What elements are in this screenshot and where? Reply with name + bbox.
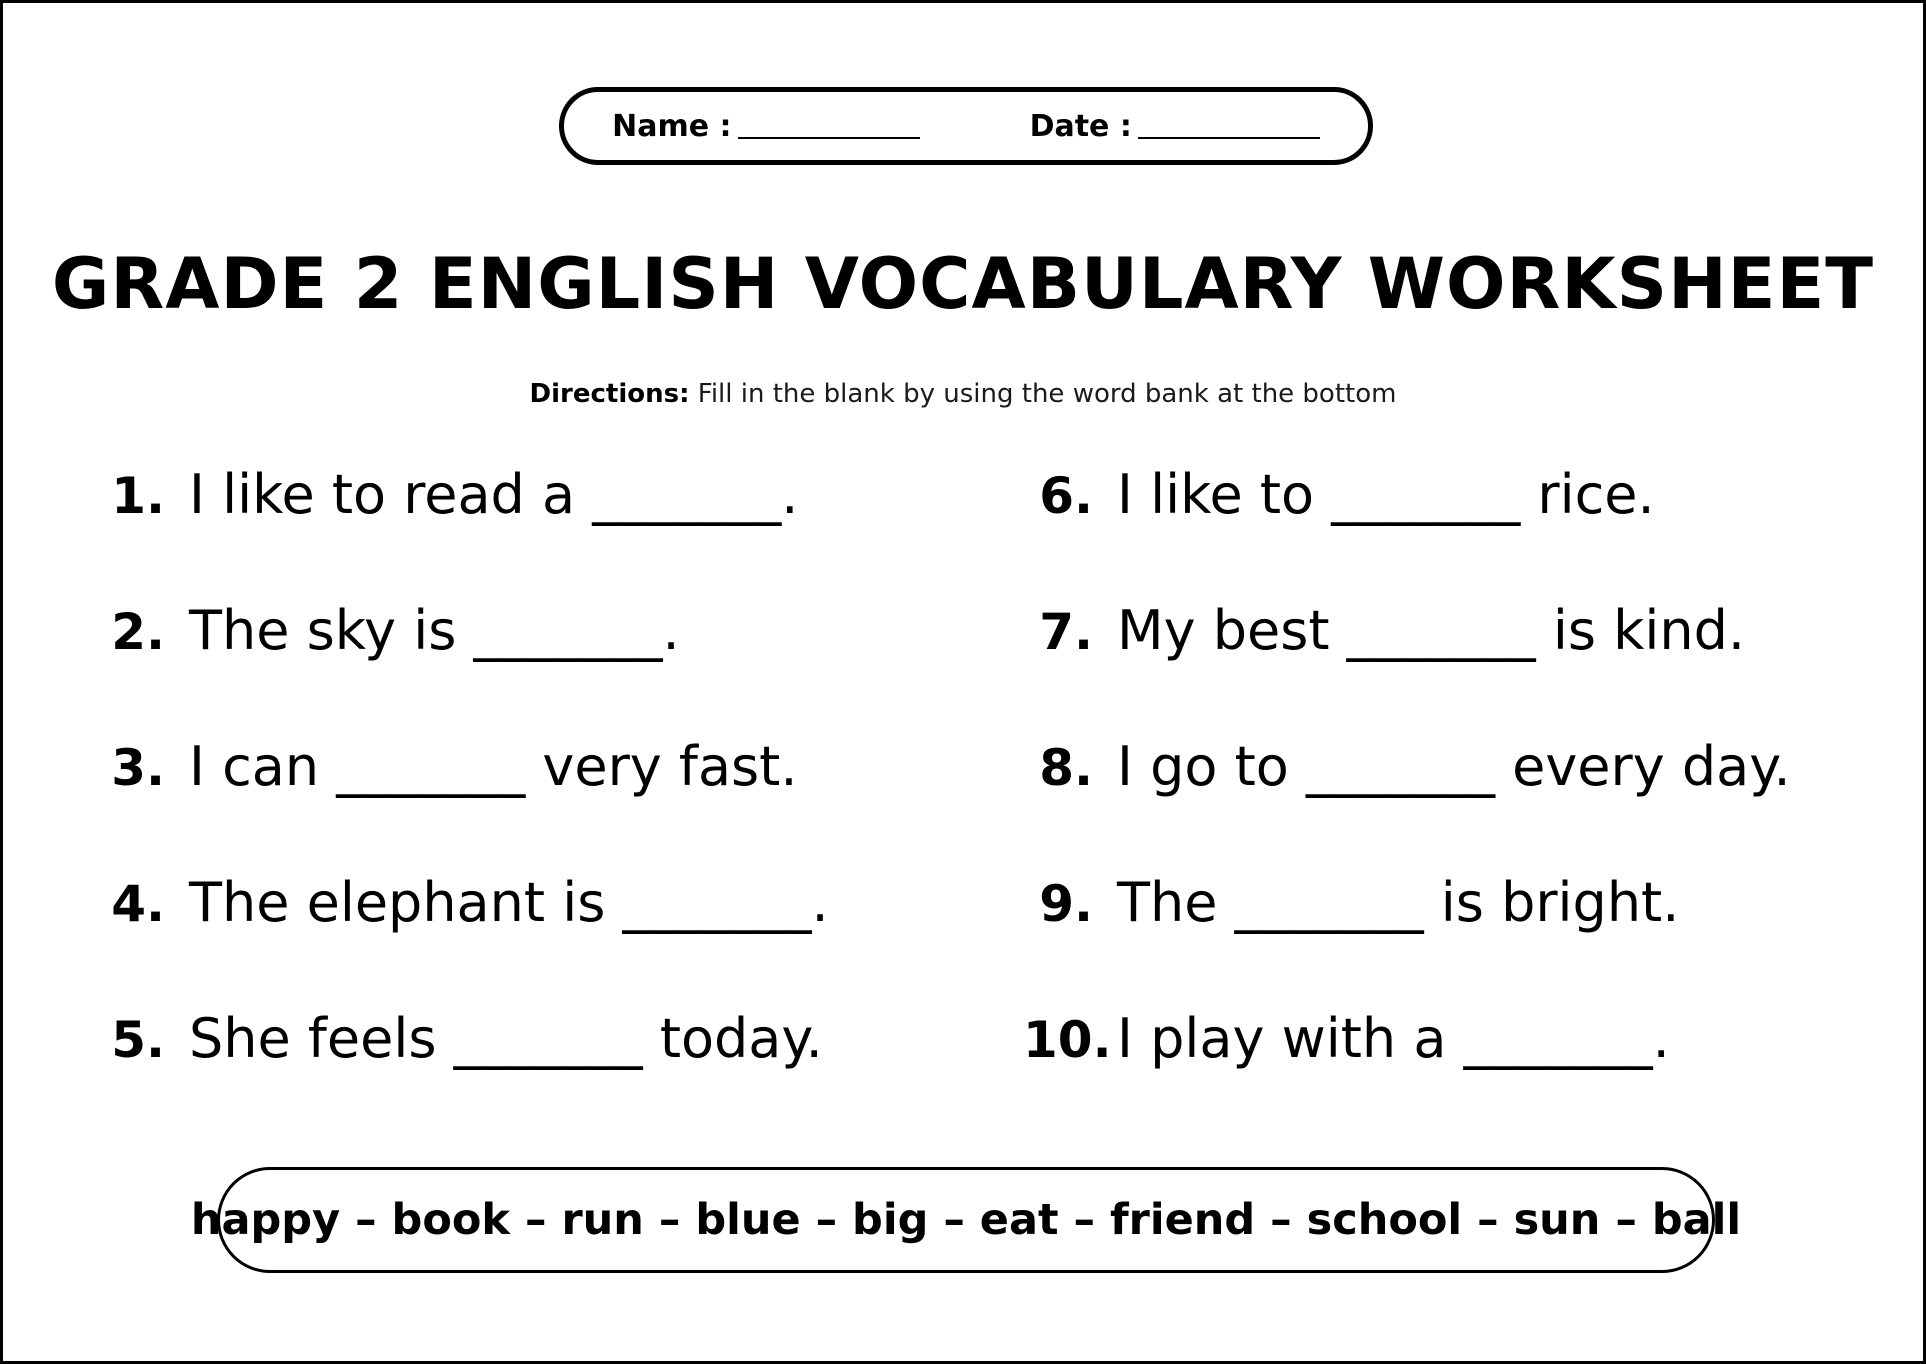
date-blank-line[interactable]	[1138, 137, 1320, 139]
question-text: The elephant is _______.	[189, 871, 829, 934]
name-blank-line[interactable]	[738, 137, 920, 139]
question-text: I can _______ very fast.	[189, 735, 798, 798]
question-5	[95, 1007, 823, 1070]
question-6	[1023, 463, 1655, 526]
worksheet-title: GRADE 2 ENGLISH VOCABULARY WORKSHEET	[51, 243, 1875, 325]
question-text: I like to _______ rice.	[1117, 463, 1655, 526]
question-text: I play with a _______.	[1117, 1007, 1670, 1070]
question-number: 6.	[1039, 467, 1093, 525]
date-label: Date :	[1029, 108, 1132, 144]
question-number: 4.	[111, 875, 165, 933]
date-field[interactable]	[1030, 109, 1320, 144]
name-date-box	[559, 87, 1373, 165]
question-text: I like to read a _______.	[189, 463, 799, 526]
question-7	[1023, 599, 1745, 662]
directions-text: Fill in the blank by using the word bank at the bottom	[689, 379, 1397, 409]
question-8	[1023, 735, 1791, 798]
question-2	[95, 599, 680, 662]
word-bank	[190, 1167, 1742, 1273]
question-text: The sky is _______.	[189, 599, 680, 662]
question-number: 3.	[111, 739, 165, 797]
name-label: Name :	[612, 108, 732, 144]
question-number: 2.	[111, 603, 165, 661]
question-number: 8.	[1039, 739, 1093, 797]
question-text: I go to _______ every day.	[1117, 735, 1791, 798]
directions-label: Directions:	[529, 379, 690, 409]
question-number: 5.	[111, 1011, 165, 1069]
question-number: 7.	[1039, 603, 1093, 661]
question-text: The _______ is bright.	[1117, 871, 1680, 934]
question-10	[1023, 1007, 1670, 1070]
question-1	[95, 463, 798, 526]
question-number: 1.	[111, 467, 165, 525]
question-9	[1023, 871, 1679, 934]
question-3	[95, 735, 798, 798]
name-field[interactable]	[612, 109, 919, 144]
question-number: 9.	[1039, 875, 1093, 933]
question-text: My best _______ is kind.	[1117, 599, 1746, 662]
question-text: She feels _______ today.	[189, 1007, 823, 1070]
directions	[3, 379, 1923, 409]
question-4	[95, 871, 829, 934]
word-bank-text: happy – book – run – blue – big – eat – friend – school – sun – ball	[190, 1195, 1742, 1245]
question-number: 10.	[1023, 1011, 1112, 1069]
